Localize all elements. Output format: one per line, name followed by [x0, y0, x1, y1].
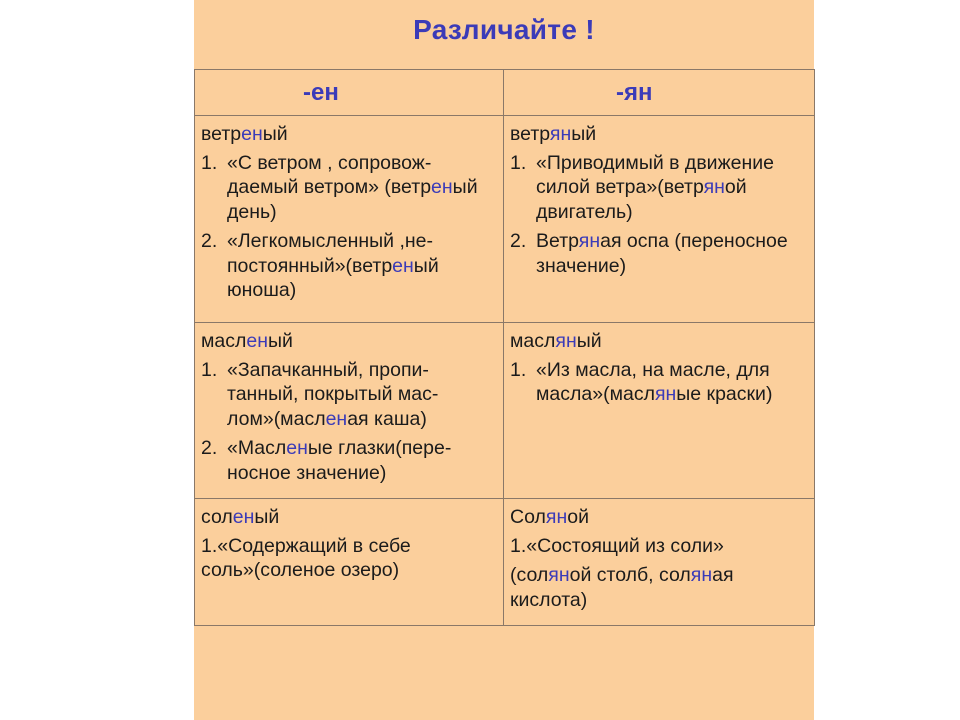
word-heading: соленый: [201, 506, 280, 528]
comparison-table: [194, 69, 815, 626]
header-yan: -ян: [504, 70, 815, 116]
list-item: 1.«Состоящий из соли»: [510, 534, 724, 557]
list-item: 2. «Масленые глазки(пере-носное значение): [201, 437, 452, 484]
cell-soleny: [195, 499, 504, 626]
list-item: 1. «Запачканный, пропи-танный, покрытый мас-лом»(масленая каша): [201, 358, 439, 430]
list-item: 2. «Легкомысленный ,не-постоянный»(ветреный юноша): [201, 230, 439, 301]
word-heading: ветреный: [201, 123, 288, 145]
table-row: [195, 499, 815, 626]
page-title: Различайте !: [413, 14, 595, 45]
word-heading: Соляной: [510, 506, 589, 528]
list-item: 1.«Содержащий в себе соль»(соленое озеро): [201, 534, 411, 581]
word-heading: масленый: [201, 330, 293, 352]
header-row: [195, 70, 815, 116]
list-item: 1. «Из масла, на масле, для масла»(масляные краски): [510, 358, 773, 405]
word-heading: масляный: [510, 330, 602, 352]
header-en: -ен: [195, 70, 504, 116]
table-row: [195, 116, 815, 323]
cell-vetryany: [504, 116, 815, 323]
cell-vetreny: [195, 116, 504, 323]
slide: [194, 0, 814, 720]
cell-masleny: [195, 323, 504, 499]
cell-maslyany: [504, 323, 815, 499]
table-row: [195, 323, 815, 499]
cell-solyanoy: [504, 499, 815, 626]
list-item: 1. «Приводимый в движение силой ветра»(ветряной двигатель): [510, 151, 774, 223]
word-heading: ветряный: [510, 123, 597, 145]
list-item: 1. «С ветром , сопровож-даемый ветром» (ветреный день): [201, 151, 478, 223]
list-item: 2. Ветряная оспа (переносное значение): [510, 230, 788, 277]
list-item: (соляной столб, соляная кислота): [510, 564, 734, 611]
